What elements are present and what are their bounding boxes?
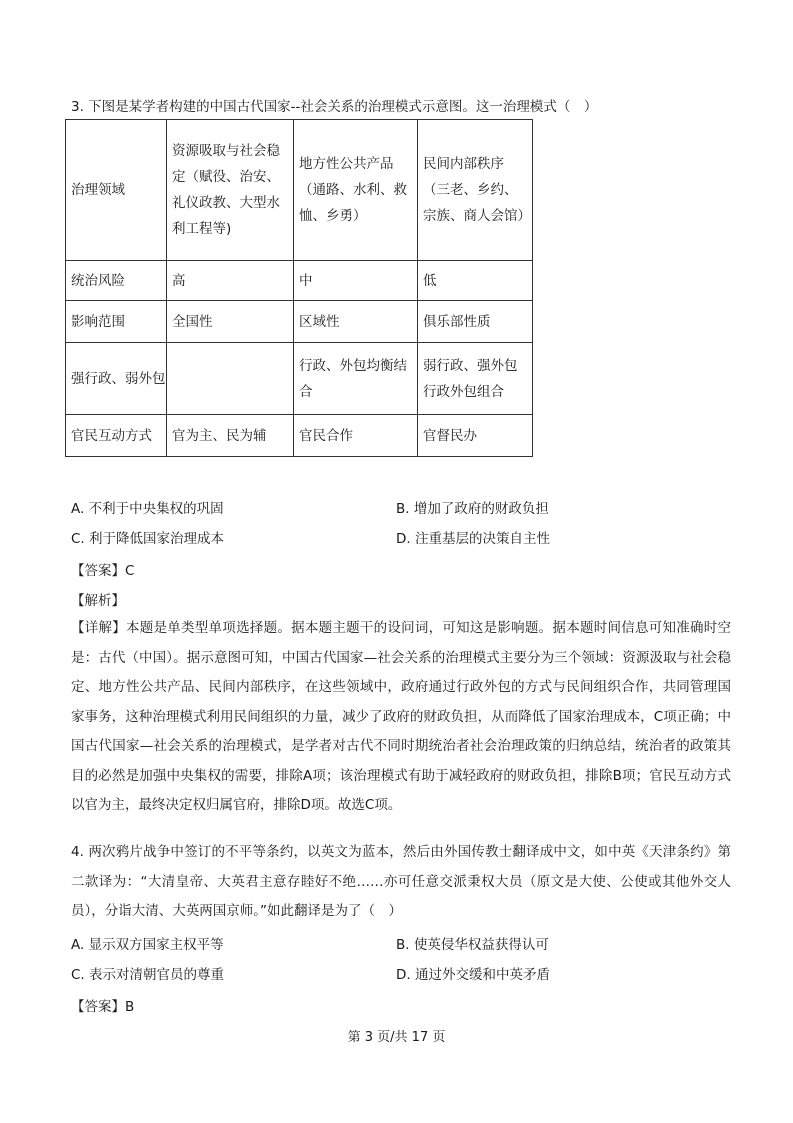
table-cell: 影响范围: [66, 301, 167, 343]
table-cell: 区域性: [294, 301, 418, 343]
q3-option-d: D. 注重基层的决策自主性: [396, 531, 550, 547]
q3-analysis-label: 【解析】: [71, 593, 125, 609]
page-number: 第 3 页/共 17 页: [347, 1030, 446, 1045]
table-cell: [167, 343, 294, 415]
table-row: [66, 343, 533, 415]
q4-option-a: A. 显示双方国家主权平等: [71, 937, 224, 953]
table-cell: 全国性: [167, 301, 294, 343]
table-cell: 低: [418, 261, 533, 301]
table-cell: 统治风险: [66, 261, 167, 301]
table-cell: 行政、外包均衡结合: [294, 343, 418, 415]
table-cell: 中: [294, 261, 418, 301]
table-row: [66, 301, 533, 343]
table-cell: 俱乐部性质: [418, 301, 533, 343]
q3-option-b: B. 增加了政府的财政负担: [396, 501, 549, 517]
q4-option-b: B. 使英侵华权益获得认可: [396, 937, 549, 953]
table-cell: 官督民办: [418, 415, 533, 457]
table-row: [66, 261, 533, 301]
table-cell: 资源吸取与社会稳定（赋役、治安、礼仪政教、大型水利工程等): [167, 120, 294, 261]
table-cell: 强行政、弱外包: [66, 343, 167, 415]
table-cell: 民间内部秩序 （三老、乡约、宗族、商人会馆）: [418, 120, 533, 261]
table-cell: 地方性公共产品 （通路、水利、救恤、乡勇）: [294, 120, 418, 261]
table-row: [66, 120, 533, 261]
q3-option-a: A. 不利于中央集权的巩固: [71, 501, 224, 517]
q3-option-c: C. 利于降低国家治理成本: [71, 531, 225, 547]
q3-analysis: 【详解】本题是单类型单项选择题。据本题主题干的设问词，可知这是影响题。据本题时间信息可知准确时空是：古代（中国）。据示意图可知，中国古代国家—社会关系的治理模式主要分为三个领域：资源汲取与社会稳定、地方性公共产品、民间内部秩序，在这些领域中，政府通过行政外包的方式与民间组织合作，共同管理国家事务，这种治理模式利用民间组织的力量，减少了政府的财政负担，从而降低了国家治理成本，C项正确；中国古代国家—社会关系的治理模式，是学者对古代不同时期统治者社会治理政策的归纳总结，统治者的政策其目的必然是加强中央集权的需要，排除A项；该治理模式有助于减轻政府的财政负担，排除B项；官民互动方式以官为主，最终决定权归属官府，排除D项。故选C项。: [71, 620, 731, 813]
table-cell: 弱行政、强外包行政外包组合: [418, 343, 533, 415]
q4-option-d: D. 通过外交缓和中英矛盾: [396, 967, 550, 983]
table-row: [66, 415, 533, 457]
q4-option-c: C. 表示对清朝官员的尊重: [71, 967, 225, 983]
table-cell: 官民合作: [294, 415, 418, 457]
question-4-stem: 4. 两次鸦片战争中签订的不平等条约，以英文为蓝本，然后由外国传教士翻译成中文，如中英《天津条约》第二款译为：“大清皇帝、大英君主意存睦好不绝……亦可任意交派秉权大员（原文是大使、公使或其他外交人员），分诣大清、大英两国京师。”如此翻译是为了（ ）: [71, 844, 731, 919]
table-cell: 治理领域: [66, 120, 167, 261]
question-3-stem: 3. 下图是某学者构建的中国古代国家--社会关系的治理模式示意图。这一治理模式（ ）: [71, 99, 598, 115]
table-cell: 官民互动方式: [66, 415, 167, 457]
table-cell: 官为主、民为辅: [167, 415, 294, 457]
governance-table: [65, 119, 533, 457]
q4-answer: 【答案】B: [71, 999, 135, 1015]
q3-answer: 【答案】C: [71, 563, 135, 579]
table-cell: 高: [167, 261, 294, 301]
